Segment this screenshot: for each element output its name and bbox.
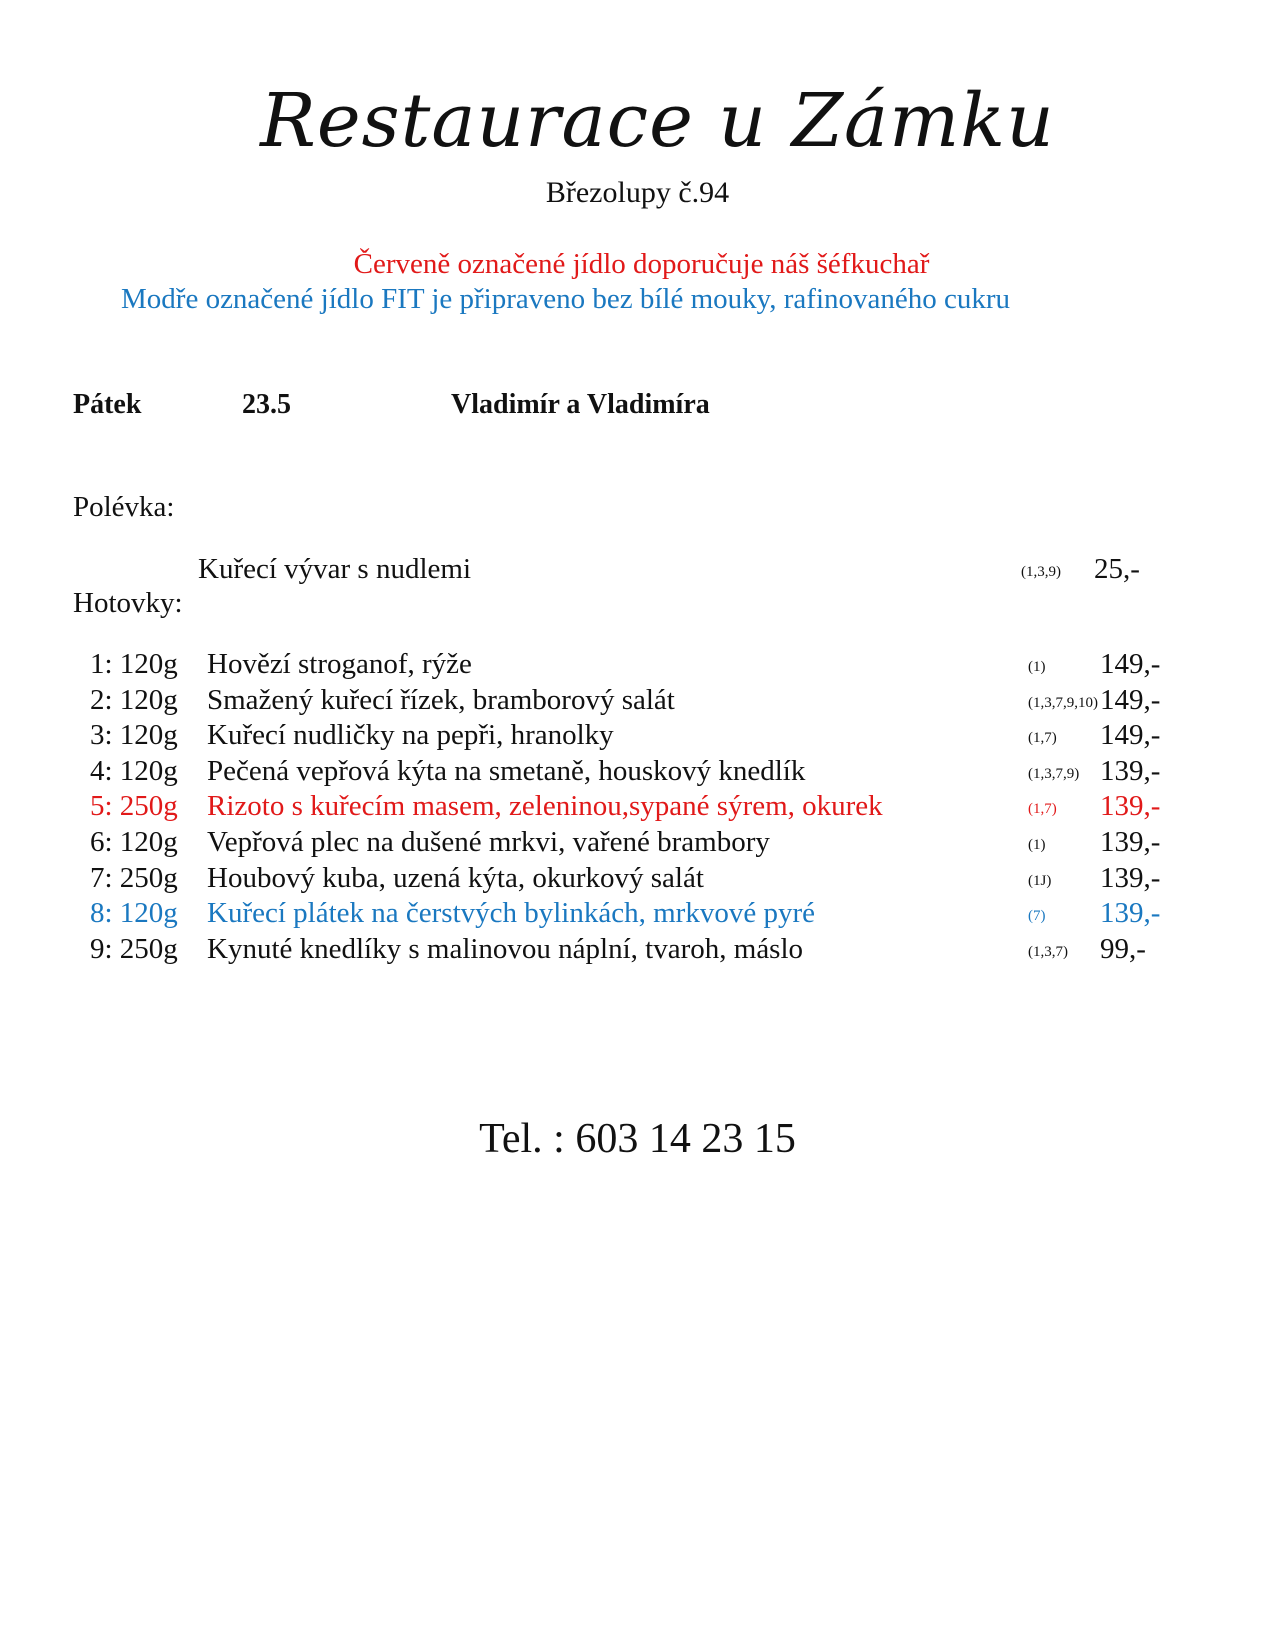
menu-item-name: Kuřecí plátek na čerstvých bylinkách, mrkvové pyré xyxy=(207,897,815,930)
menu-item-allergens: (1,3,7,9) xyxy=(1028,765,1080,782)
menu-item-allergens: (1) xyxy=(1028,837,1046,853)
menu-item xyxy=(0,719,1275,755)
soup-allergens: (1,3,9) xyxy=(1021,564,1061,580)
menu-item xyxy=(0,648,1275,684)
chef-recommendation-note: Červeně označené jídlo doporučuje náš šéfkuchař xyxy=(353,248,930,280)
menu-item xyxy=(0,790,1275,826)
phone-number: Tel. : 603 14 23 15 xyxy=(479,1116,796,1162)
menu-item-name: Smažený kuřecí řízek, bramborový salát xyxy=(207,683,675,716)
menu-item-price: 149,- xyxy=(1100,719,1161,752)
menu-item-price: 139,- xyxy=(1100,897,1161,930)
menu-item xyxy=(0,755,1275,791)
menu-item-portion: 5: 250g xyxy=(90,790,178,823)
nameday: Vladimír a Vladimíra xyxy=(451,389,710,420)
menu-item-portion: 4: 120g xyxy=(90,754,178,787)
menu-item-name: Vepřová plec na dušené mrkvi, vařené brambory xyxy=(207,826,770,858)
menu-item-portion: 7: 250g xyxy=(90,861,178,894)
menu-item-allergens: (1,7) xyxy=(1028,730,1057,747)
menu-item xyxy=(0,933,1275,969)
menu-item-allergens: (1,3,7,9,10) xyxy=(1028,694,1098,711)
menu-item-price: 139,- xyxy=(1100,861,1161,894)
menu-item-portion: 6: 120g xyxy=(90,826,178,858)
menu-item-price: 139,- xyxy=(1100,826,1161,858)
menu-item-name: Hovězí stroganof, rýže xyxy=(207,648,472,680)
menu-item-allergens: (1J) xyxy=(1028,872,1052,889)
menu-item-allergens: (7) xyxy=(1028,908,1046,925)
menu-item-name: Houbový kuba, uzená kýta, okurkový salát xyxy=(207,861,704,894)
menu-item-name: Pečená vepřová kýta na smetaně, houskový knedlík xyxy=(207,754,806,787)
menu-item-name: Kynuté knedlíky s malinovou náplní, tvaroh, máslo xyxy=(207,932,804,965)
soup-name: Kuřecí vývar s nudlemi xyxy=(198,553,472,585)
restaurant-address: Březolupy č.94 xyxy=(545,176,730,209)
menu-item-price: 149,- xyxy=(1100,648,1161,680)
fit-meal-note: Modře označené jídlo FIT je připraveno bez bílé mouky, rafinovaného cukru xyxy=(121,283,1011,315)
menu-item-portion: 8: 120g xyxy=(90,897,178,930)
weekday: Pátek xyxy=(73,389,142,420)
mains-heading: Hotovky: xyxy=(73,587,183,619)
menu-item-portion: 1: 120g xyxy=(90,648,178,680)
menu-item-price: 149,- xyxy=(1100,683,1161,716)
menu-item-price: 139,- xyxy=(1100,754,1161,787)
menu-item-portion: 9: 250g xyxy=(90,932,178,965)
soup-price: 25,- xyxy=(1094,553,1140,585)
menu-item-price: 99,- xyxy=(1100,932,1146,965)
menu-item xyxy=(0,826,1275,862)
menu-item xyxy=(0,862,1275,898)
menu-item-portion: 3: 120g xyxy=(90,719,178,752)
soup-heading: Polévka: xyxy=(73,491,175,523)
menu-item xyxy=(0,897,1275,933)
date: 23.5 xyxy=(242,389,291,420)
menu-item-name: Rizoto s kuřecím masem, zeleninou,sypané sýrem, okurek xyxy=(207,790,883,823)
menu-item-allergens: (1,7) xyxy=(1028,801,1057,818)
restaurant-name: Restaurace u Zámku xyxy=(260,78,1055,164)
menu-item-allergens: (1) xyxy=(1028,659,1046,675)
menu-item xyxy=(0,684,1275,720)
menu-item-allergens: (1,3,7) xyxy=(1028,943,1068,960)
menu-item-price: 139,- xyxy=(1100,790,1161,823)
menu-item-name: Kuřecí nudličky na pepři, hranolky xyxy=(207,719,614,752)
menu-item-portion: 2: 120g xyxy=(90,683,178,716)
